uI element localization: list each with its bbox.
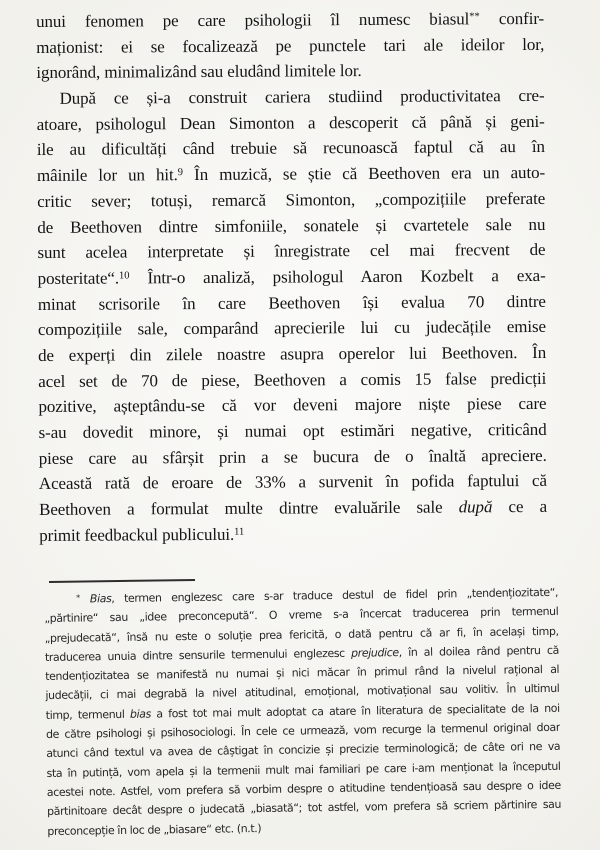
text-line: de către psihologi și psihosociologi. În cele ce urmează, vom recurge la termenul original doar <box>45 720 561 742</box>
text-line: piese care au sfârșit prin a se bucura de o înaltă apreciere. <box>38 445 547 468</box>
text-line: După ce și-a construit cariera studiind productivitatea cre- <box>59 85 545 108</box>
text-line: * Bias, termen englezesc care s-ar traduce destul de fidel prin „tendențiozitate“, <box>76 585 559 606</box>
text-line: ignorând, minimalizând sau eludând limitele lor. <box>36 61 362 83</box>
text-line: pozitive, așteptându-se că vor deveni majore niște piese care <box>38 394 547 417</box>
text-line: primit feedbackul publicului.$^{11}$ <box>39 524 245 545</box>
text-line: judecății, ci mai degrabă la nivel atitudinal, emoțional, motivațional sau volitiv. În ultimul <box>45 682 560 703</box>
text-line: părtinitoare decât despre o judecată „biasată“; tot astfel, vom prefera să scriem părtinire sau <box>47 798 562 819</box>
body-text-block <box>36 6 547 549</box>
text-line: sta în putință, vom apela și la termenii mult mai familiari pe care i-am menționat la începutul <box>46 759 561 780</box>
text-line: s-au dovedit minore, și numai opt estimări negative, criticând <box>38 419 547 442</box>
text-line: critic sever; totuși, remarcă Simonton, „compozițiile preferate <box>37 188 546 211</box>
paragraph-simonton-beethoven <box>36 83 547 548</box>
footnote-separator-rule <box>49 579 195 583</box>
text-line: timp, termenul bias a fost tot mai mult adoptat ca atare în literatura de specialitate de la noi <box>45 701 560 722</box>
text-line: acestei note. Astfel, vom prefera să vorbim despre o atitudine tendențioasă sau despre o idee <box>46 778 561 799</box>
text-line: de Beethoven dintre simfoniile, sonatele și cvartetele sale nu <box>37 214 546 237</box>
text-line: „părtinire“ sau „idee preconcepută“. O vreme s-a încercat traducerea prin termenul <box>44 605 559 626</box>
text-line: Beethoven a formulat multe dintre evaluările sale după ce a <box>38 496 548 520</box>
text-line: „prejudecată“, însă nu este o soluție prea fericită, o dată pentru că ar fi, în același timp, <box>44 624 559 645</box>
text-line: minat scrisorile în care Beethoven își evalua 70 dintre <box>37 291 546 314</box>
text-line: posteritate“.$^{10}$ Într-o analiză, psihologul Aaron Kozbelt a exa- <box>37 265 546 288</box>
text-line: tendențiozitatea se manifestă nu numai și nici măcar în primul rând la nivelul rațional al <box>45 663 560 684</box>
text-line: Această rată de eroare de 33% a survenit în pofida faptului că <box>38 471 547 494</box>
text-line: traducerea unuia dintre sensurile termenului englezesc prejudice, în al doilea rând pentru că <box>44 643 559 664</box>
text-line: ile au dificultăți când trebuie să recunoască faptul că au în <box>36 137 545 160</box>
text-line: preconcepție în loc de „biasare“ etc. (n.t.) <box>47 821 262 838</box>
text-line: sunt acelea interpretate și înregistrate cel mai frecvent de <box>37 240 546 263</box>
text-line: maționist: ei se focalizează pe punctele tari ale ideilor lor, <box>36 34 545 57</box>
text-line: unui fenomen pe care psihologii îl numesc biasul** confir- <box>36 8 545 31</box>
text-line: de experți din zilele noastre asupra operelor lui Beethoven. În <box>38 342 547 365</box>
text-line: compozițiile sale, comparând aprecierile lui cu judecățile emise <box>37 317 547 340</box>
text-line: atoare, psihologul Dean Simonton a descoperit că până și geni- <box>36 111 545 134</box>
paragraph-confirmation-bias <box>36 6 544 86</box>
text-line: mâinile lor un hit.$^9$ În muzică, se știe că Beethoven era un auto- <box>36 163 546 186</box>
text-line: atunci când textul va avea de câștigat în concizie și precizie terminologică; de câte ori ne va <box>46 740 561 761</box>
text-line: acel set de 70 de piese, Beethoven a comis 15 false predicții <box>38 368 547 391</box>
footnote-block <box>44 583 561 841</box>
